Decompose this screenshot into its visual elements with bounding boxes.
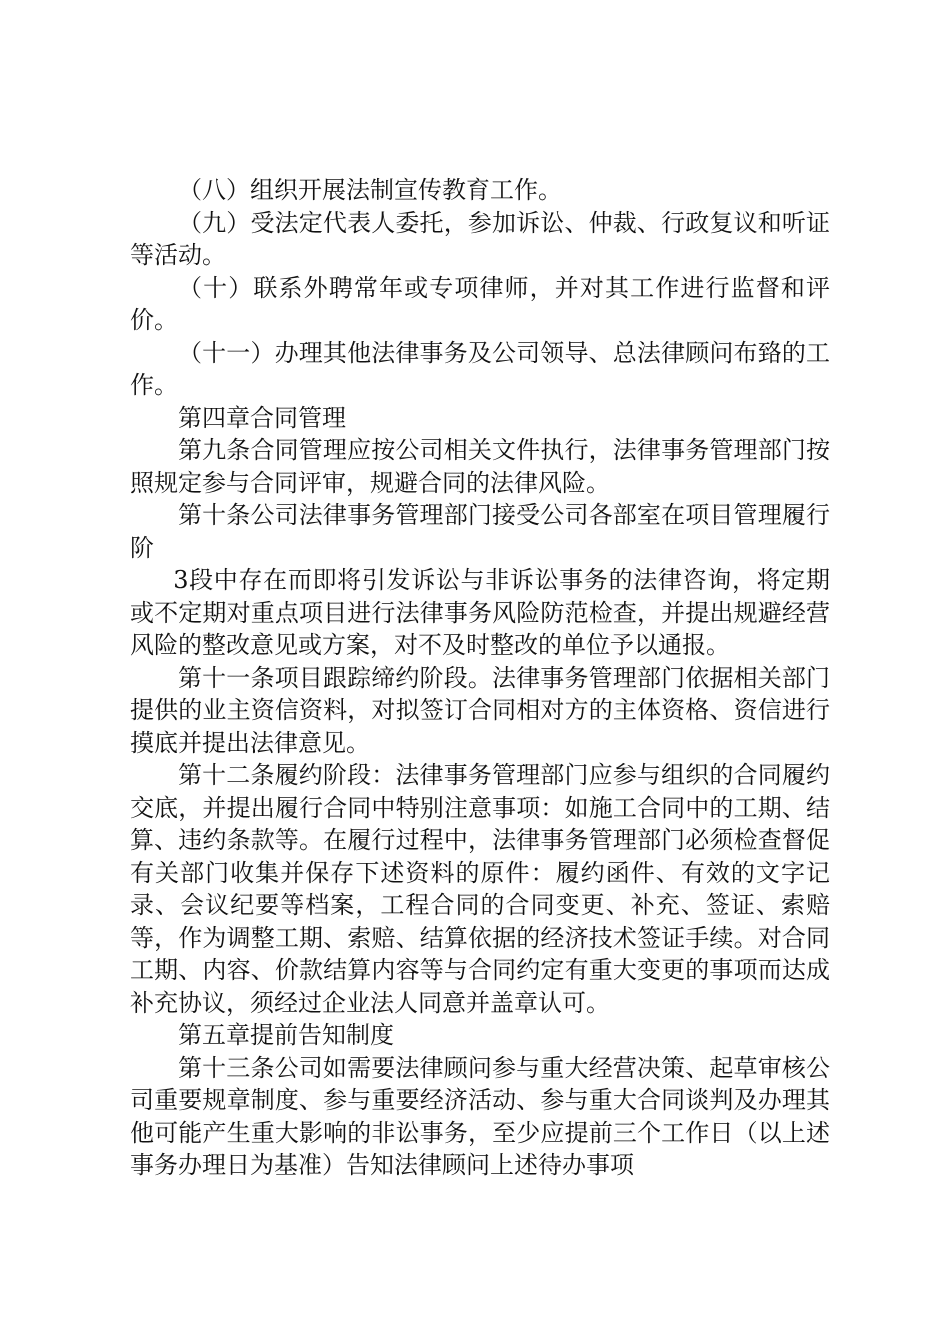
paragraph-item-8: （八）组织开展法制宣传教育工作。 xyxy=(178,176,562,204)
chapter-heading-4: 第四章合同管理 xyxy=(178,403,346,432)
paragraph-article-12: 第十二条履约阶段：法律事务管理部门应参与组织的合同履约交底，并提出履行合同中特别注意事项：如施工合同中的工期、结算、违约条款等。在履行过程中，法律事务管理部门必须检查督促有关部门收集并保存下述资料的原件：履约函件、有效的文字记录、会议纪要等档案，工程合同的合同变更、补充、签证、索赔等，作为调整工期、索赔、结算依据的经济技术签证手续。对合同工期、内容、价款结算内容等与合同约定有重大变更的事项而达成补充协议，须经过企业法人同意并盖章认可。 xyxy=(130,761,830,1017)
paragraph-item-10: （十）联系外聘常年或专项律师，并对其工作进行监督和评价。 xyxy=(130,273,830,334)
paragraph-article-11: 第十一条项目跟踪缔约阶段。法律事务管理部门依据相关部门提供的业主资信资料，对拟签订合同相对方的主体资格、资信进行摸底并提出法律意见。 xyxy=(130,663,830,757)
paragraph-article-9: 第九条合同管理应按公司相关文件执行，法律事务管理部门按照规定参与合同评审，规避合同的法律风险。 xyxy=(130,436,830,497)
document-body xyxy=(130,174,830,1182)
paragraph-item-11: （十一）办理其他法律事务及公司领导、总法律顾问布臵的工作。 xyxy=(130,338,830,399)
paragraph-article-10-part-1: 第十条公司法律事务管理部门接受公司各部室在项目管理履行阶 xyxy=(130,501,830,562)
paragraph-article-13: 第十三条公司如需要法律顾问参与重大经营决策、起草审核公司重要规章制度、参与重要经济活动、参与重大合同谈判及办理其他可能产生重大影响的非讼事务，至少应提前三个工作日（以上述事务办理日为基准）告知法律顾问上述待办事项 xyxy=(130,1053,830,1179)
paragraph-item-9: （九）受法定代表人委托，参加诉讼、仲裁、行政复议和听证等活动。 xyxy=(130,208,830,269)
chapter-heading-5: 第五章提前告知制度 xyxy=(178,1021,394,1049)
paragraph-article-10-part-2: 3段中存在而即将引发诉讼与非诉讼事务的法律咨询，将定期或不定期对重点项目进行法律事务风险防范检查，并提出规避经营风险的整改意见或方案，对不及时整改的单位予以通报。 xyxy=(130,566,830,659)
